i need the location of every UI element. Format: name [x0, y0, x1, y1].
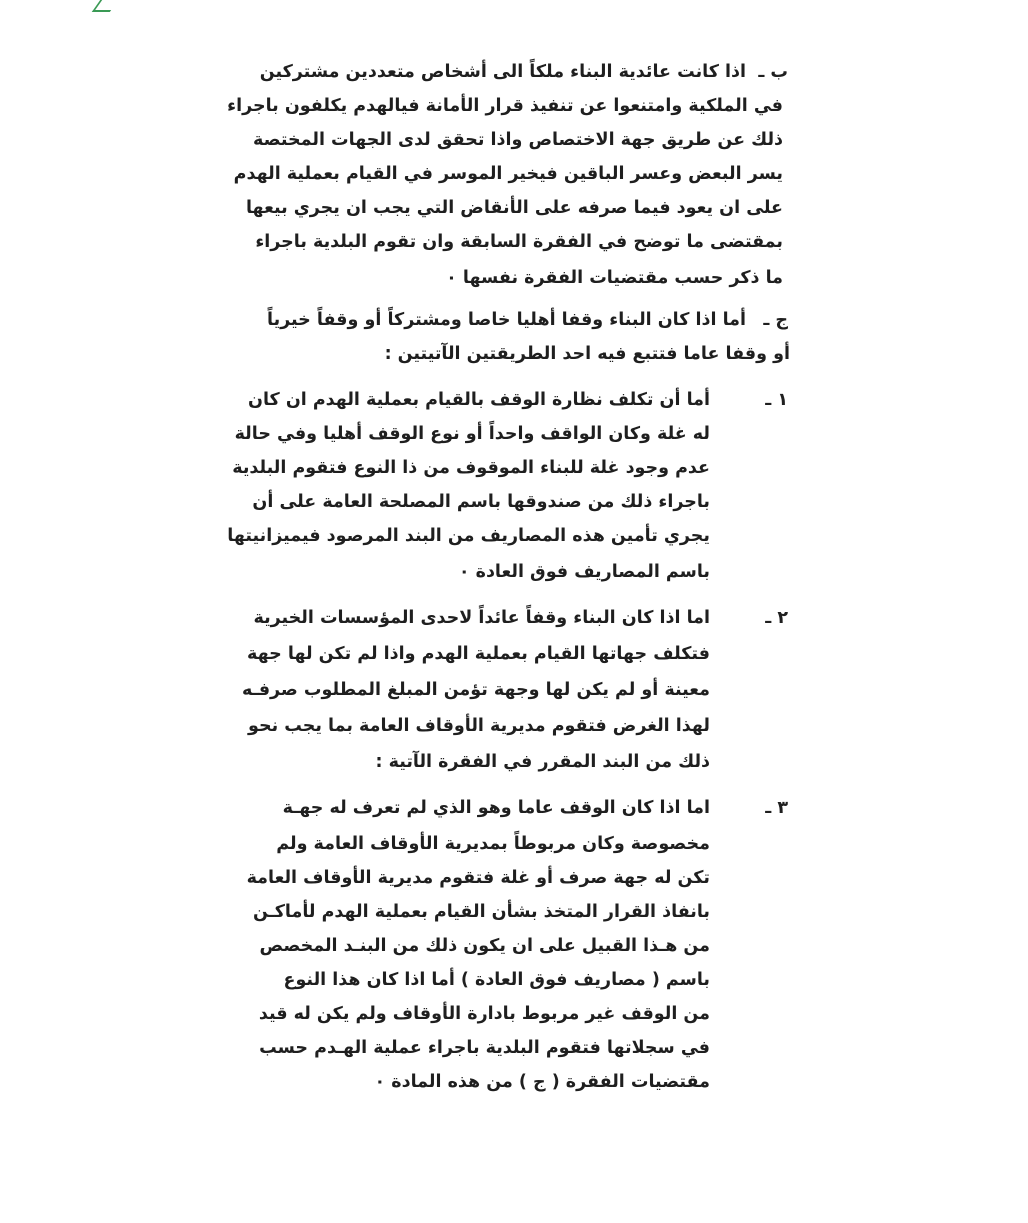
paragraph-b-line-3: ذلك عن طريق جهة الاختصاص واذا تحقق لدى الجهات المختصة: [253, 130, 783, 150]
item-1-line-5: يجري تأمين هذه المصاريف من البند المرصود فيميزانيتها: [227, 526, 710, 546]
corner-mark-icon: [92, 0, 118, 12]
paragraph-b-line-4: يسر البعض وعسر الباقين فيخير الموسر في القيام بعملية الهدم: [233, 164, 783, 184]
item-3-line-9: مقتضيات الفقرة ( ج ) من هذه المادة ٠: [374, 1072, 710, 1092]
item-3-line-7: من الوقف غير مربوط بادارة الأوقاف ولم يكن له قيد: [258, 1004, 710, 1024]
item-1-line-2: له غلة وكان الواقف واحداً أو نوع الوقف أهليا وفي حالة: [234, 424, 710, 444]
paragraph-b-line-6: بمقتضى ما توضح في الفقرة السابقة وان تقوم البلدية باجراء: [255, 232, 783, 252]
item-1-line-3: عدم وجود غلة للبناء الموقوف من ذا النوع فتقوم البلدية: [232, 458, 710, 478]
item-3-line-3: تكن له جهة صرف أو غلة فتقوم مديرية الأوقاف العامة: [246, 868, 710, 888]
paragraph-b-marker: ب ـ: [758, 62, 788, 82]
item-2-line-3: معينة أو لم يكن لها وجهة تؤمن المبلغ المطلوب صرفـه: [241, 680, 710, 700]
item-3-line-4: بانفاذ القرار المتخذ بشأن القيام بعملية الهدم لأماكـن: [253, 902, 710, 922]
item-2-marker: ٢ ـ: [765, 608, 788, 628]
item-3-line-6: باسم ( مصاريف فوق العادة ) أما اذا كان هذا النوع: [283, 970, 710, 990]
paragraph-b-line-5: على ان يعود فيما صرفه على الأنقاض التي يجب ان يجري بيعها: [245, 198, 783, 218]
paragraph-c-marker: ج ـ: [763, 310, 788, 330]
paragraph-b-line-7: ما ذكر حسب مقتضيات الفقرة نفسها ٠: [446, 268, 783, 288]
item-2-line-2: فتكلف جهاتها القيام بعملية الهدم واذا لم تكن لها جهة: [247, 644, 710, 664]
item-2-line-4: لهذا الغرض فتقوم مديرية الأوقاف العامة بما يجب نحو: [247, 716, 710, 736]
item-3-line-1: اما اذا كان الوقف عاما وهو الذي لم تعرف له جهـة: [282, 798, 710, 818]
paragraph-b-line-2: في الملكية وامتنعوا عن تنفيذ قرار الأمانة فيالهدم يكلفون باجراء: [227, 96, 783, 116]
paragraph-c-line-2: أو وقفا عاما فتتبع فيه احد الطريقتين الآتيتين :: [384, 344, 790, 364]
item-2-line-1: اما اذا كان البناء وقفاً عائداً لاحدى المؤسسات الخيرية: [253, 608, 710, 628]
item-1-line-6: باسم المصاريف فوق العادة ٠: [458, 562, 710, 582]
paragraph-c-line-1: أما اذا كان البناء وقفا أهليا خاصا ومشتركاً أو وقفاً خيرياً: [267, 310, 746, 330]
item-3-line-5: من هـذا القبيل على ان يكون ذلك من البنـد المخصص: [259, 936, 710, 956]
item-2-line-5: ذلك من البند المقرر في الفقرة الآتية :: [375, 752, 710, 772]
paragraph-b-line-1: اذا كانت عائدية البناء ملكاً الى أشخاص متعددين مشتركين: [259, 62, 746, 82]
item-1-line-1: أما أن تكلف نظارة الوقف بالقيام بعملية الهدم ان كان: [248, 390, 710, 410]
item-1-line-4: باجراء ذلك من صندوقها باسم المصلحة العامة على أن: [252, 492, 710, 512]
item-3-marker: ٣ ـ: [765, 798, 788, 818]
item-1-marker: ١ ـ: [765, 390, 788, 410]
item-3-line-8: في سجلاتها فتقوم البلدية باجراء عملية الهـدم حسب: [259, 1038, 710, 1058]
item-3-line-2: مخصوصة وكان مربوطاً بمديرية الأوقاف العامة ولم: [276, 834, 710, 854]
